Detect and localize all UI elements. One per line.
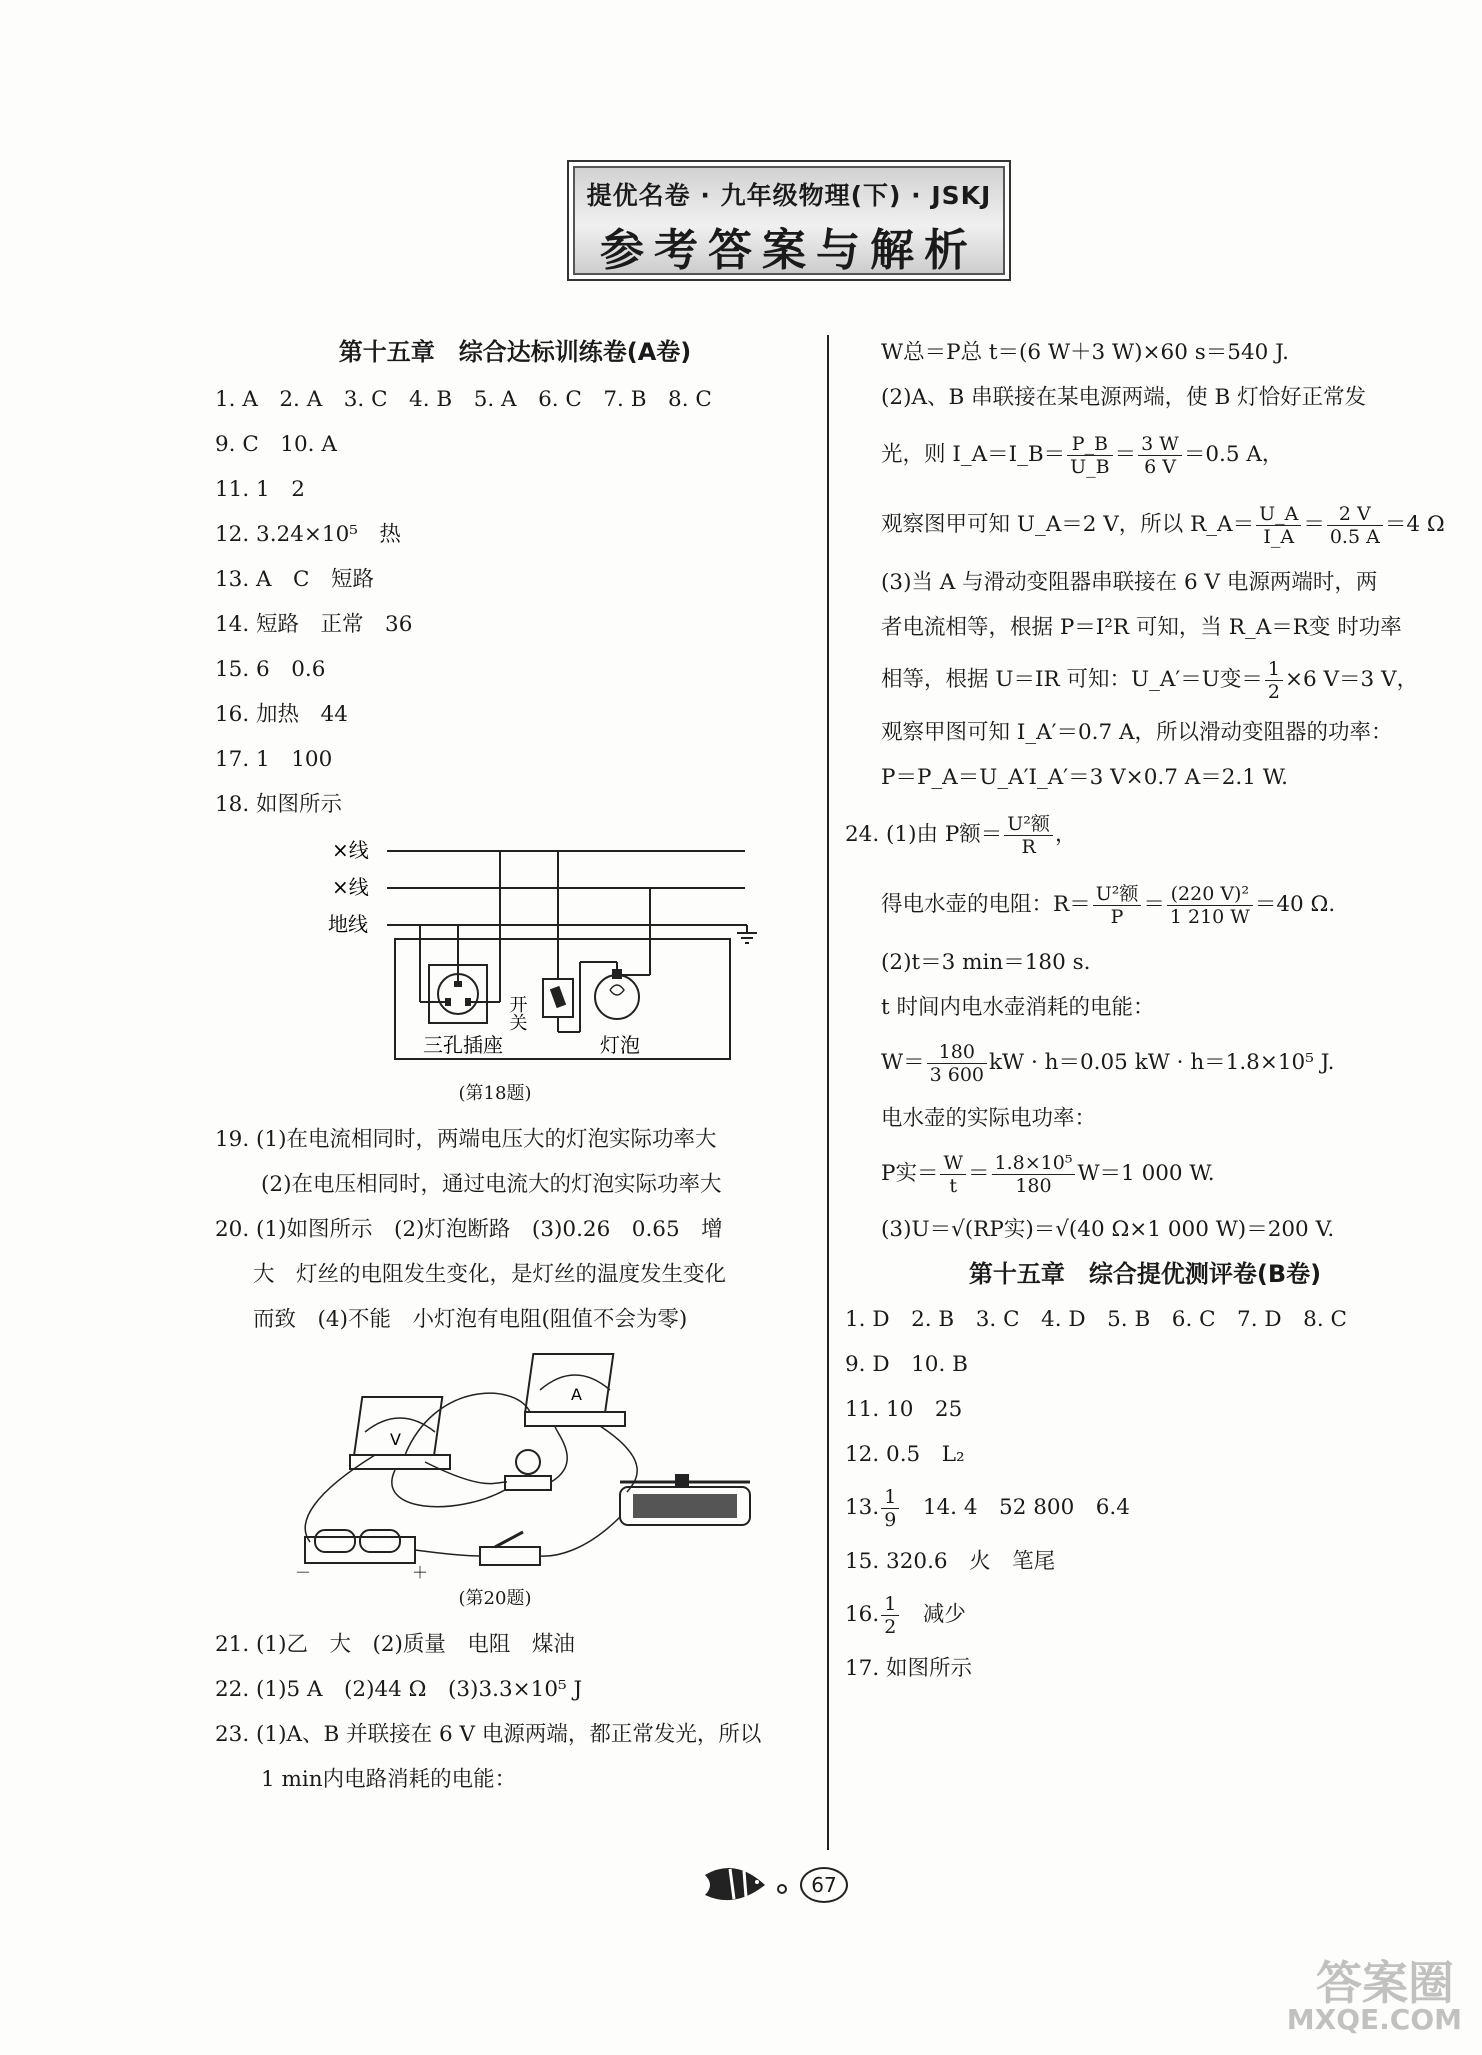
- page-footer: [700, 1855, 870, 1915]
- answer-line: 16. 加热 44: [215, 702, 348, 727]
- answer-line: (2)A、B 串联接在某电源两端，使 B 灯恰好正常发: [881, 385, 1367, 410]
- fig20-voltmeter-label: V: [390, 1430, 401, 1449]
- answer-line: 相等，根据 U＝IR 可知：U_A′＝U变＝ $\frac{1}{2}$ ×6 V＝3 V，: [881, 657, 1419, 703]
- right-column: [845, 330, 1445, 1691]
- fish-icon: [700, 1855, 800, 1915]
- answer-line: 19. (1)在电流相同时，两端电压大的灯泡实际功率大: [215, 1127, 717, 1152]
- banner-subtitle: 提优名卷 · 九年级物理(下) · JSKJ: [586, 181, 992, 210]
- answer-line: (2)在电压相同时，通过电流大的灯泡实际功率大: [261, 1172, 722, 1197]
- page-number: 67: [800, 1867, 848, 1903]
- answer-line: 大 灯丝的电阻发生变化，是灯丝的温度发生变化: [253, 1262, 727, 1287]
- answer-line: 15. 6 0.6: [215, 657, 326, 682]
- answer-line: 15. 320.6 火 笔尾: [845, 1549, 1056, 1574]
- answer-line: 1 min内电路消耗的电能：: [261, 1767, 517, 1792]
- answer-line: 18. 如图所示: [215, 792, 343, 817]
- watermark-url: MXQE.COM: [1286, 2003, 1462, 2036]
- answer-line: 11. 1 2: [215, 477, 305, 502]
- answer-line: 13. $\frac{1}{9}$ 14. 4 52 800 6.4: [845, 1485, 1130, 1531]
- answer-line: 23. (1)A、B 并联接在 6 V 电源两端，都正常发光，所以: [215, 1722, 762, 1747]
- banner-title: 参考答案与解析: [600, 225, 978, 276]
- answer-line: 1. D 2. B 3. C 4. D 5. B 6. C 7. D 8. C: [845, 1307, 1347, 1332]
- answer-line: 光，则 I_A＝I_B＝ $\frac{P\_B}{U\_B}$ ＝ $\frac{3 W}{6 V}$ ＝0.5 A，: [881, 432, 1284, 478]
- answer-line: 1. A 2. A 3. C 4. B 5. A 6. C 7. B 8. C: [215, 387, 712, 412]
- left-column: [215, 330, 815, 1802]
- answer-line: W总＝P总 t＝(6 W＋3 W)×60 s＝540 J.: [881, 340, 1289, 365]
- answer-line: 得电水壶的电阻：R＝ U²额 P ＝ $\frac{\text{(220 V)²}}{1 210 W}$ ＝40 Ω.: [881, 882, 1336, 928]
- fig18-socket-label: 三孔插座: [423, 1033, 503, 1057]
- answer-line: 17. 1 100: [215, 747, 333, 772]
- answer-line: 17. 如图所示: [845, 1656, 973, 1681]
- title-banner: [567, 160, 1011, 281]
- fig18-switch-label: 开关: [506, 995, 528, 1031]
- answer-line: 21. (1)乙 大 (2)质量 电阻 煤油: [215, 1632, 575, 1657]
- answer-line: t 时间内电水壶消耗的电能：: [881, 995, 1155, 1020]
- answer-line: 者电流相等，根据 P＝I²R 可知，当 R_A＝R变 时功率: [881, 615, 1402, 640]
- answer-line: 13. A C 短路: [215, 567, 375, 592]
- answer-line: 9. D 10. B: [845, 1352, 968, 1377]
- fig18-live-label-1: ×线: [332, 838, 369, 862]
- answer-line: 电水壶的实际电功率：: [881, 1106, 1097, 1131]
- answer-line: 14. 短路 正常 36: [215, 612, 413, 637]
- heading-b: 第十五章 综合提优测评卷(B卷): [968, 1260, 1322, 1288]
- heading-a: 第十五章 综合达标训练卷(A卷): [338, 338, 692, 366]
- answer-line: 24. (1)由 P额＝ U²额 R ，: [845, 812, 1077, 858]
- figure-18-circuit: [255, 827, 815, 1077]
- watermark-text: 答案圈: [1316, 1956, 1454, 2010]
- answer-line: P实＝ $\frac{W}{t}$ ＝ $\frac{\text{1.8×10⁵}}{180}$ W＝1 000 W.: [881, 1151, 1215, 1197]
- answer-line: 11. 10 25: [845, 1397, 963, 1422]
- fig18-bulb-label: 灯泡: [600, 1033, 640, 1057]
- answer-line: 12. 0.5 L₂: [845, 1442, 965, 1467]
- column-divider: [827, 335, 829, 1850]
- answer-line: W＝ $\frac{180}{3 600}$ kW · h＝0.05 kW · h＝1.8×10⁵ J.: [881, 1040, 1335, 1086]
- answer-line: P＝P_A＝U_A′I_A′＝3 V×0.7 A＝2.1 W.: [881, 765, 1288, 790]
- fig18-caption: (第18题): [458, 1083, 532, 1104]
- fig20-caption: (第20题): [458, 1588, 532, 1609]
- answer-line: 而致 (4)不能 小灯泡有电阻(阻值不会为零): [253, 1307, 688, 1332]
- answer-line: 观察甲图可知 I_A′＝0.7 A，所以滑动变阻器的功率：: [881, 720, 1393, 745]
- answer-line: 22. (1)5 A (2)44 Ω (3)3.3×10⁵ J: [215, 1677, 583, 1702]
- answer-line: 9. C 10. A: [215, 432, 337, 457]
- fig18-ground-label: 地线: [328, 912, 368, 936]
- svg-text:＋: ＋: [412, 1563, 429, 1582]
- watermark-logo: [1224, 1939, 1474, 2049]
- answer-line: (3)U＝√(RP实)＝√(40 Ω×1 000 W)＝200 V.: [881, 1217, 1335, 1242]
- answer-line: 16. $\frac{1}{2}$ 减少: [845, 1592, 966, 1638]
- figure-20-apparatus: [255, 1342, 815, 1582]
- svg-text:－: －: [295, 1563, 312, 1582]
- answer-line: (3)当 A 与滑动变阻器串联接在 6 V 电源两端时，两: [881, 570, 1378, 595]
- answer-line: (2)t＝3 min＝180 s.: [881, 950, 1091, 975]
- fig20-ammeter-label: A: [571, 1385, 582, 1404]
- answer-line: 12. 3.24×10⁵ 热: [215, 522, 401, 547]
- fig18-live-label-2: ×线: [332, 875, 369, 899]
- answer-line: 观察图甲可知 U_A＝2 V，所以 R_A＝ $\frac{U\_A}{I\_A}$ ＝ $\frac{2 V}{0.5 A}$ ＝4 Ω: [881, 502, 1445, 548]
- answer-line: 20. (1)如图所示 (2)灯泡断路 (3)0.26 0.65 增: [215, 1217, 723, 1242]
